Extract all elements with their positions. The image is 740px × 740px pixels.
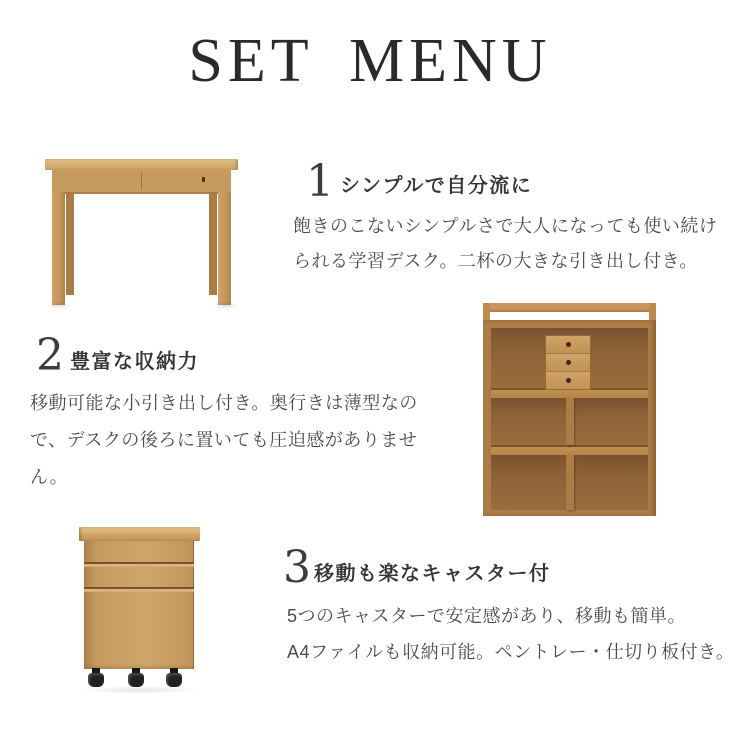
caster-wagon-image xyxy=(78,524,202,692)
study-desk-image xyxy=(45,159,238,309)
desk-back-leg xyxy=(66,192,74,295)
mini-drawer xyxy=(546,354,590,372)
caster-wheel xyxy=(87,668,105,688)
section-3-number: 3 xyxy=(283,542,311,593)
drawer-knob xyxy=(566,342,571,347)
shelf-carcass xyxy=(483,320,656,516)
mini-drawer-chest xyxy=(545,335,591,390)
shelf-divider xyxy=(566,455,574,510)
section-2-body-line: ん。 xyxy=(30,467,69,487)
wagon-top-lid xyxy=(79,527,200,541)
wagon-drawer-groove xyxy=(84,587,194,592)
section-1-heading: シンプルで自分流に xyxy=(340,175,533,197)
section-2-heading: 豊富な収納力 xyxy=(70,351,199,373)
section-2-body-line: で、デスクの後ろに置いても圧迫感がありませ xyxy=(30,430,418,450)
mini-drawer xyxy=(546,336,590,354)
wagon-body xyxy=(84,541,194,669)
section-2-body xyxy=(30,385,454,496)
desk-drawer-divider xyxy=(141,172,142,190)
wagon-drawer-groove xyxy=(84,562,194,567)
drawer-knob xyxy=(566,360,571,365)
page-title: SET MENU xyxy=(188,27,552,95)
desk-keyhole xyxy=(202,177,205,182)
section-3-body xyxy=(287,598,737,670)
section-3-heading: 移動も楽なキャスター付 xyxy=(314,563,551,585)
caster-wheel-body xyxy=(88,673,104,687)
section-2-number: 2 xyxy=(36,330,64,381)
section-1-number: 1 xyxy=(306,156,334,207)
shelf-top-rail xyxy=(483,303,656,312)
mini-drawer xyxy=(546,372,590,389)
section-3-body-line: 5つのキャスターで安定感があり、移動も簡単。 xyxy=(287,606,687,626)
desk-top-board xyxy=(45,159,238,170)
desk-front-leg xyxy=(218,192,231,305)
drawer-knob xyxy=(566,378,571,383)
desk-back-leg xyxy=(209,192,217,295)
section-1-body-line: 飽きのこないシンプルさで大人になっても使い続け xyxy=(293,216,718,236)
section-1-body-line: られる学習デスク。二杯の大きな引き出し付き。 xyxy=(293,251,698,271)
caster-wheel xyxy=(127,668,145,688)
open-shelf-image xyxy=(483,302,656,516)
desk-front-leg xyxy=(52,192,65,305)
shelf-divider xyxy=(566,398,574,445)
caster-wheel xyxy=(165,668,183,688)
section-3-body-line: A4ファイルも収納可能。ペントレー・仕切り板付き。 xyxy=(287,642,735,662)
desk-shadow xyxy=(46,302,72,309)
desk-drawer-apron xyxy=(52,170,231,194)
shelf-board xyxy=(491,445,648,455)
caster-wheel-body xyxy=(128,673,144,687)
caster-wheel-body xyxy=(166,673,182,687)
section-2-body-line: 移動可能な小引き出し付き。奥行きは薄型なの xyxy=(30,393,418,413)
section-1-body xyxy=(293,209,733,279)
desk-shadow xyxy=(212,302,238,309)
